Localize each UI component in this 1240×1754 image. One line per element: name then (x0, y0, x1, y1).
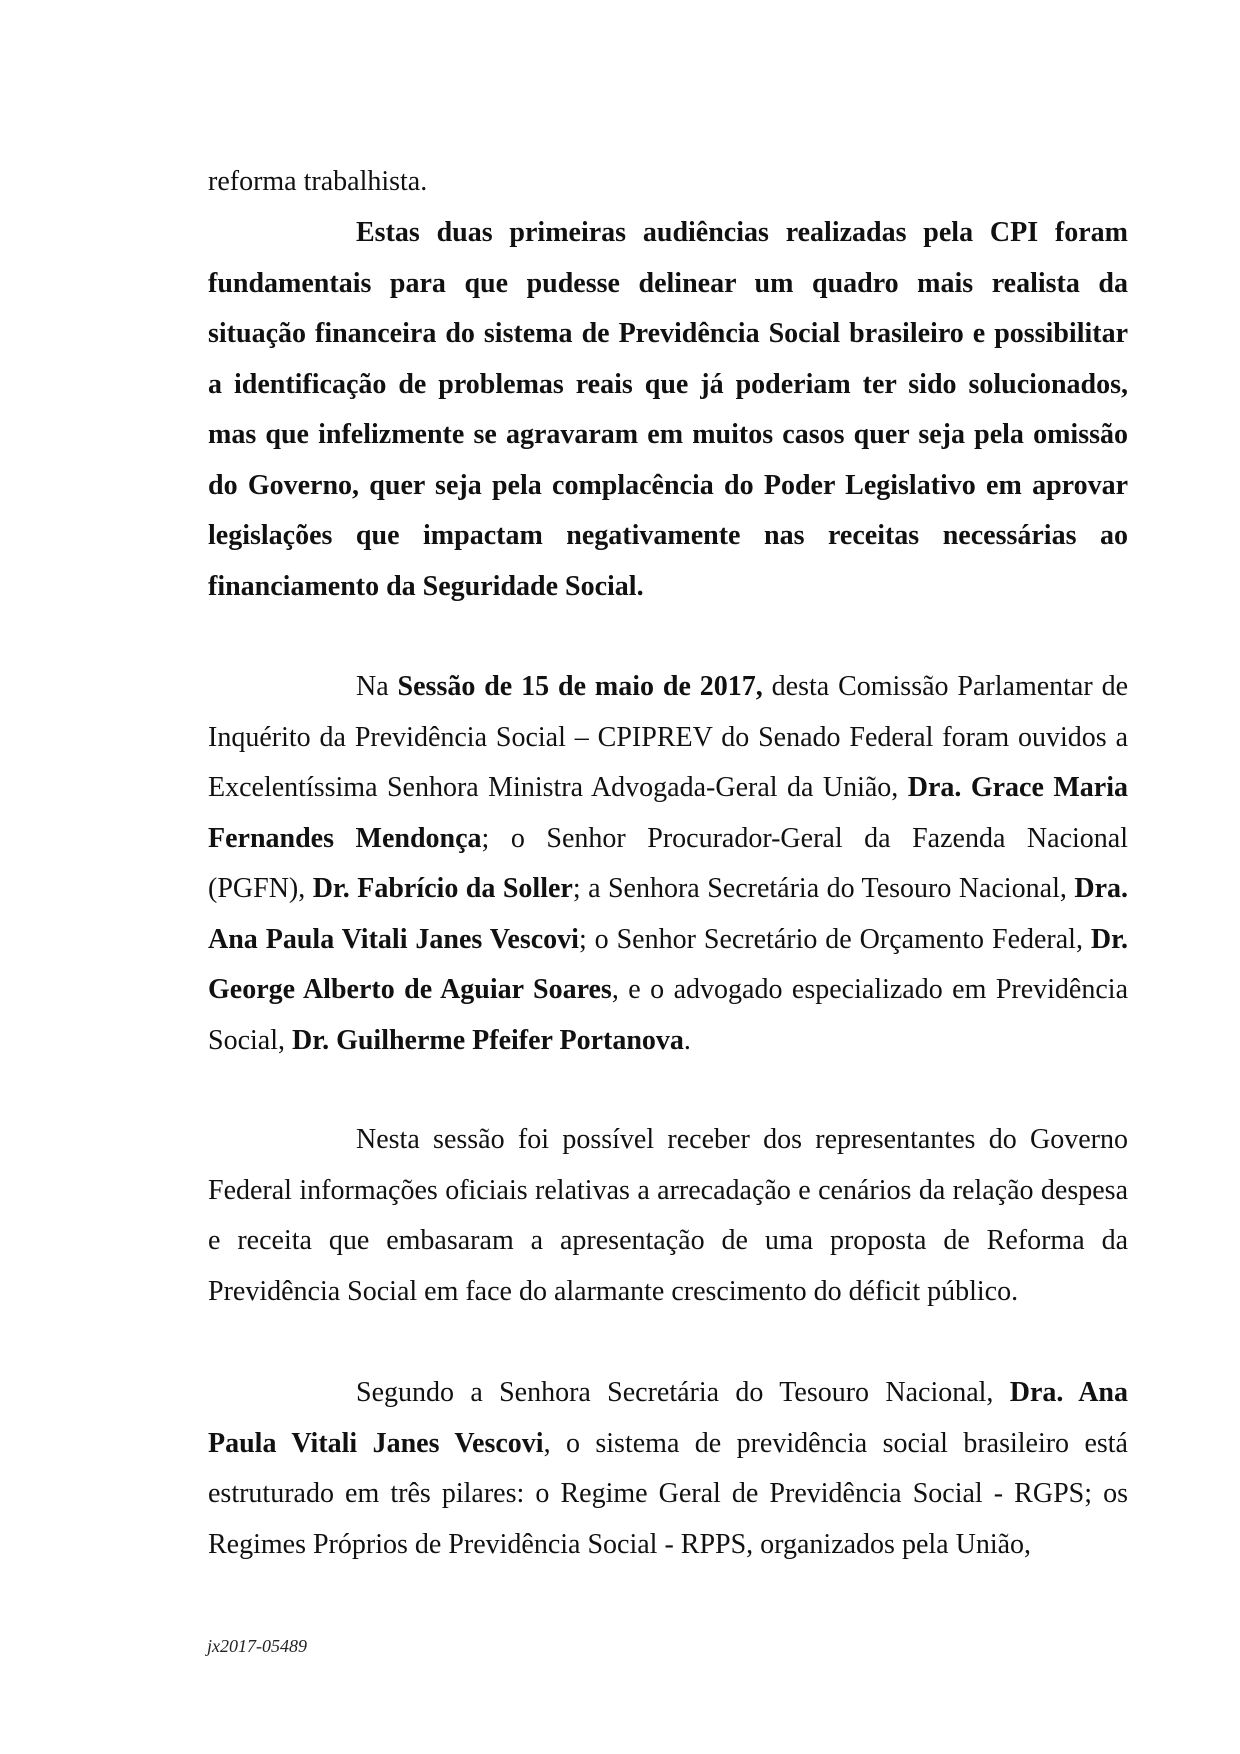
continuation-line (208, 157, 1128, 208)
document-code: jx2017-05489 (207, 1636, 307, 1656)
text-run: Segundo a Senhora Secretária do Tesouro Nacional, (356, 1377, 1010, 1408)
text-run: , e o advogado especializado em Previdência Social, (208, 974, 1128, 1056)
paragraph-text: Estas duas primeiras audiências realizadas pela CPI foram fundamentais para que pudesse delinear um quadro mais realista da situação financeira do sistema de Previdência Social brasileiro e possibilitar a identificação de problemas reais que já poderiam ter sido solucionados, mas que infelizmente se agravaram em muitos casos quer seja pela omissão do Governo, quer seja pela complacência do Poder Legislativo em aprovar legislações que impactam negativamente nas receitas necessárias ao financiamento da Seguridade Social. (208, 217, 1128, 602)
text-run: , o sistema de previdência social brasileiro está estruturado em três pilares: o Regime Geral de Previdência Social - RGPS; os Regimes Próprios de Previdência Social - RPPS, organizados pela União, (208, 1427, 1128, 1560)
person-name: Dra. Grace Maria Fernandes Mendonça (208, 772, 1128, 854)
session-date: Sessão de 15 de maio de 2017, (397, 671, 763, 702)
paragraph-secretaria-tesouro (208, 1368, 1128, 1570)
text-run: . (683, 1024, 691, 1056)
person-name: Dra. Ana Paula Vitali Janes Vescovi (208, 1377, 1128, 1459)
paragraph-nesta-sessao (208, 1115, 1128, 1317)
text-run: Na (356, 671, 398, 702)
paragraph-audiencias (208, 208, 1128, 612)
continuation-text: reforma trabalhista. (208, 166, 428, 197)
person-name: Dra. Ana Paula Vitali Janes Vescovi (208, 873, 1129, 955)
person-name: Dr. George Alberto de Aguiar Soares (208, 923, 1128, 1005)
text-run: desta Comissão Parlamentar de Inquérito da Previdência Social – CPIPREV do Senado Federal foram ouvidos a Excelentíssima Senhora Ministra Advogada-Geral da União, (208, 671, 1128, 803)
text-run: ; a Senhora Secretária do Tesouro Nacional, (572, 873, 1075, 904)
person-name: Dr. Fabrício da Soller (312, 873, 573, 904)
text-run: ; o Senhor Secretário de Orçamento Federal, (578, 923, 1091, 955)
paragraph-text: Nesta sessão foi possível receber dos representantes do Governo Federal informações oficiais relativas a arrecadação e cenários da relação despesa e receita que embasaram a apresentação de uma proposta de Reforma da Previdência Social em face do alarmante crescimento do déficit público. (208, 1124, 1128, 1307)
text-run: ; o Senhor Procurador-Geral da Fazenda Nacional (PGFN), (208, 822, 1128, 904)
person-name: Dr. Guilherme Pfeifer Portanova (292, 1024, 684, 1056)
paragraph-sessao-15-maio (208, 662, 1128, 1066)
